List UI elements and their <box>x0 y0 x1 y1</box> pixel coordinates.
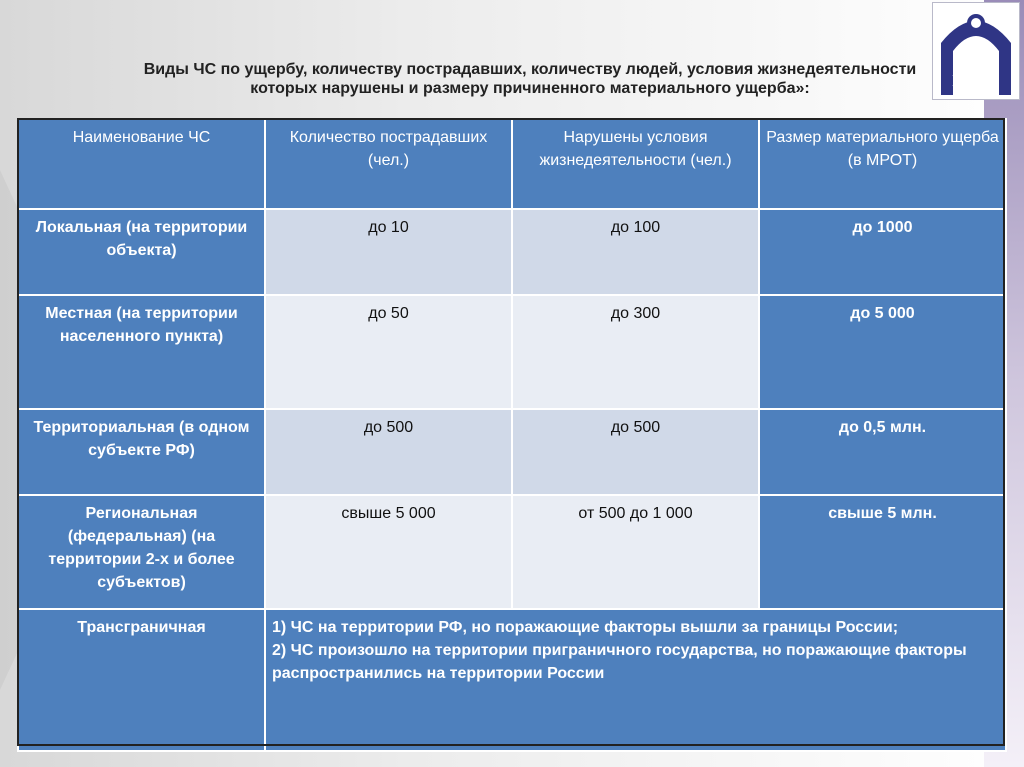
cell-victims: свыше 5 000 <box>265 495 512 609</box>
transborder-line-1: 1) ЧС на территории РФ, но поражающие факторы вышли за границы России; <box>272 619 899 636</box>
table-row <box>18 609 1006 751</box>
table-header-row <box>18 119 1006 209</box>
ekts-logo <box>932 2 1020 100</box>
cell-name: Локальная (на территории объекта) <box>18 209 265 295</box>
table-row <box>18 209 1006 295</box>
ekts-emblem-icon <box>933 3 1019 99</box>
cell-transborder-description <box>265 609 1006 751</box>
header-name: Наименование ЧС <box>18 119 265 209</box>
table-row <box>18 495 1006 609</box>
header-disrupted: Нарушены условия жизнедеятельности (чел.) <box>512 119 759 209</box>
cell-disrupted: до 100 <box>512 209 759 295</box>
logo-text: ЕКТС <box>952 71 1000 90</box>
cell-damage: до 1000 <box>759 209 1006 295</box>
header-damage: Размер материального ущерба (в МРОТ) <box>759 119 1006 209</box>
cell-victims: до 500 <box>265 409 512 495</box>
cell-name: Региональная (федеральная) (на территории 2-х и более субъектов) <box>18 495 265 609</box>
cell-victims: до 50 <box>265 295 512 409</box>
cell-disrupted: до 500 <box>512 409 759 495</box>
cell-disrupted: от 500 до 1 000 <box>512 495 759 609</box>
cell-name: Местная (на территории населенного пункта) <box>18 295 265 409</box>
cell-damage: свыше 5 млн. <box>759 495 1006 609</box>
cell-victims: до 10 <box>265 209 512 295</box>
cell-name: Трансграничная <box>18 609 265 751</box>
table-row <box>18 295 1006 409</box>
header-victims: Количество пострадавших (чел.) <box>265 119 512 209</box>
cell-name: Территориальная (в одном субъекте РФ) <box>18 409 265 495</box>
slide-title: Виды ЧС по ущербу, количеству пострадавших, количеству людей, условия жизнедеятельности которых нарушены и размеру причиненного материального ущерба»: <box>143 61 917 97</box>
emergency-classification-table <box>17 118 1007 752</box>
transborder-line-2: 2) ЧС произошло на территории приграничного государства, но поражающие факторы распространились на территории России <box>272 642 967 682</box>
table-row <box>18 409 1006 495</box>
cell-disrupted: до 300 <box>512 295 759 409</box>
cell-damage: до 5 000 <box>759 295 1006 409</box>
cell-damage: до 0,5 млн. <box>759 409 1006 495</box>
